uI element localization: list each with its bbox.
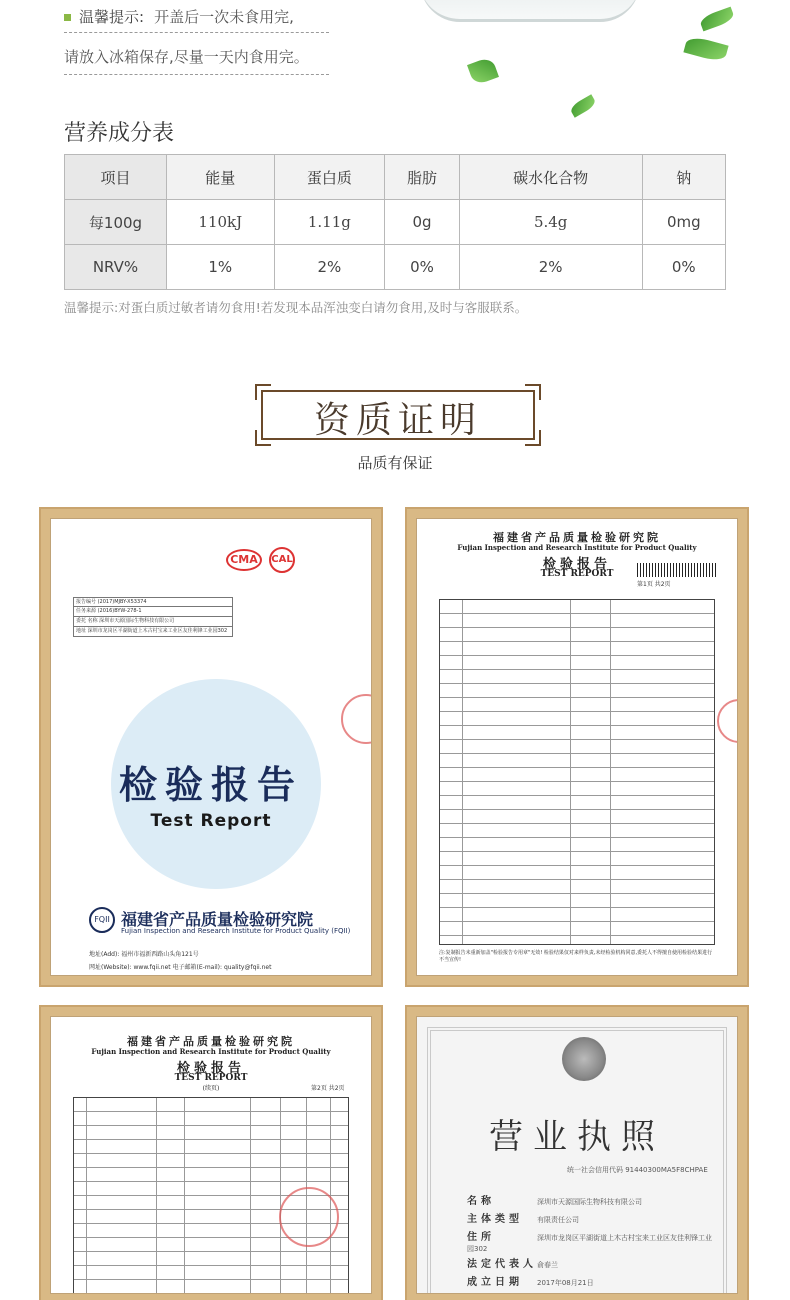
business-license <box>416 1016 738 1294</box>
test-report-page-image <box>405 507 749 987</box>
table-column-line <box>250 1098 251 1294</box>
institute-name-en: Fujian Inspection and Research Institute for Product Quality (FQII) <box>121 927 351 935</box>
info-row: 报告编号 (2017)MJBY-X53374 <box>73 597 233 607</box>
report-institute-cn: 福建省产品质量检验研究院 <box>127 1035 295 1048</box>
info-row: 任务来源 (2016)BYW-278-1 <box>73 607 233 617</box>
divider <box>64 32 329 33</box>
red-seal <box>279 1187 339 1247</box>
license-field-value: 有限责任公司 <box>537 1216 579 1224</box>
leaf-decoration <box>467 56 499 86</box>
report-title-cn: 检验报告 <box>542 557 611 572</box>
table-cell: 0% <box>642 245 725 290</box>
bullet-icon <box>64 14 71 21</box>
license-field-label: 主体类型 <box>467 1214 523 1225</box>
license-row <box>467 1228 717 1254</box>
license-row <box>467 1255 558 1270</box>
table-header-cell: 能量 <box>167 155 275 200</box>
license-field-label: 名称 <box>467 1196 495 1207</box>
institute-name-cn: 福建省产品质量检验研究院 <box>121 910 314 929</box>
red-seal <box>717 699 738 743</box>
report-page-1 <box>416 518 738 976</box>
report-continued-label: (续页) <box>202 1085 220 1092</box>
divider <box>64 74 329 75</box>
report-title-cn: 检验报告 <box>176 1061 245 1076</box>
table-row <box>65 245 726 290</box>
license-field-label: 成立日期 <box>467 1277 523 1288</box>
table-column-line <box>280 1098 281 1294</box>
license-title: 营业执照 <box>489 1117 665 1157</box>
tip-line-2: 请放入冰箱保存,尽量一天内食用完。 <box>64 48 309 66</box>
jar-bottom-decoration <box>420 0 640 22</box>
table-header-cell: 脂肪 <box>385 155 460 200</box>
table-cell: 5.4g <box>459 200 642 245</box>
report-institute-cn: 福建省产品质量检验研究院 <box>493 531 661 544</box>
nutrition-table <box>64 154 726 290</box>
table-cell: 每100g <box>65 200 167 245</box>
report-info-table <box>73 597 233 637</box>
page-number: 第1页 共2页 <box>637 581 671 588</box>
business-license-image <box>405 1005 749 1300</box>
report-cover-page <box>50 518 372 976</box>
table-column-line <box>184 1098 185 1294</box>
storage-tip <box>64 6 294 28</box>
license-field-label: 法定代表人 <box>467 1259 537 1270</box>
table-cell: 110kJ <box>167 200 275 245</box>
table-header-row <box>65 155 726 200</box>
credit-code: 统一社会信用代码 91440300MA5F8CHPAE <box>567 1166 708 1174</box>
report-institute-en: Fujian Inspection and Research Institute for Product Quality <box>457 543 697 552</box>
table-cell: 1.11g <box>274 200 385 245</box>
table-cell: 0% <box>385 245 460 290</box>
license-field-value: 深圳市天源国际生物科技有限公司 <box>537 1198 642 1206</box>
table-column-line <box>610 600 611 944</box>
leaf-decoration <box>699 7 736 32</box>
license-row <box>467 1192 642 1207</box>
report-page-2 <box>50 1016 372 1294</box>
license-row <box>467 1210 579 1225</box>
certificate-subtitle: 品质有保证 <box>357 454 433 472</box>
table-header-cell: 碳水化合物 <box>459 155 642 200</box>
certificate-title: 资质证明 <box>313 400 482 441</box>
cma-stamp: CMA <box>226 549 262 571</box>
table-cell: 1% <box>167 245 275 290</box>
info-row: 委托 名称 深圳市天源国际生物科技有限公司 <box>73 617 233 627</box>
test-report-cover-image <box>39 507 383 987</box>
barcode-icon <box>637 563 717 577</box>
report-title-cn: 检验报告 <box>118 763 303 807</box>
table-column-line <box>156 1098 157 1294</box>
tip-label: 温馨提示: <box>79 8 145 26</box>
table-cell: 2% <box>459 245 642 290</box>
institute-website: 网址(Website): www.fqii.net 电子邮箱(E-mail): quality@fqii.net <box>89 964 272 971</box>
report-title-en: TEST REPORT <box>174 1073 248 1083</box>
tip-line-1: 开盖后一次未食用完, <box>154 8 294 26</box>
report-title-en: Test Report <box>150 811 272 831</box>
license-field-label: 住所 <box>467 1232 495 1243</box>
leaf-decoration <box>683 35 728 63</box>
info-row: 地址 深圳市龙岗区平湖街道上木古村宝来工业区友佳利锋工业园302 <box>73 627 233 637</box>
table-header-cell: 钠 <box>642 155 725 200</box>
license-row <box>467 1273 594 1288</box>
table-cell: 2% <box>274 245 385 290</box>
nutrition-title: 营养成分表 <box>64 121 175 146</box>
fqii-logo-icon: FQII <box>89 907 115 933</box>
license-field-value: 俞春兰 <box>537 1261 558 1269</box>
report-footer-note: 注:复制报告未重新加盖"检验报告专用章"无效! 检验结果仅对来样负责,未经检验机构同意,委托人不得擅自使用检验结果进行不当宣传! <box>439 950 713 963</box>
license-field-value: 深圳市龙岗区平湖街道上木古村宝来工业区友佳利锋工业园302 <box>467 1234 712 1253</box>
table-column-line <box>86 1098 87 1294</box>
red-seal <box>341 694 372 744</box>
national-emblem-icon <box>562 1037 606 1081</box>
report-institute-en: Fujian Inspection and Research Institute for Product Quality <box>91 1047 331 1056</box>
table-cell: 0g <box>385 200 460 245</box>
test-report-continued-image <box>39 1005 383 1300</box>
institute-address: 地址(Add): 福州市福新西路山头角121号 <box>89 951 199 958</box>
leaf-decoration <box>569 94 598 117</box>
report-title-en: TEST REPORT <box>540 569 614 579</box>
table-column-line <box>570 600 571 944</box>
table-cell: NRV% <box>65 245 167 290</box>
table-cell: 0mg <box>642 200 725 245</box>
cal-stamp: CAL <box>269 547 295 573</box>
table-header-cell: 项目 <box>65 155 167 200</box>
certificate-title-frame <box>255 384 541 446</box>
report-table <box>439 599 715 945</box>
license-field-value: 2017年08月21日 <box>537 1279 594 1287</box>
table-header-cell: 蛋白质 <box>274 155 385 200</box>
allergy-note: 温馨提示:对蛋白质过敏者请勿食用!若发现本品浑浊变白请勿食用,及时与客服联系。 <box>64 300 528 315</box>
table-row <box>65 200 726 245</box>
page-number: 第2页 共2页 <box>311 1085 345 1092</box>
table-column-line <box>462 600 463 944</box>
